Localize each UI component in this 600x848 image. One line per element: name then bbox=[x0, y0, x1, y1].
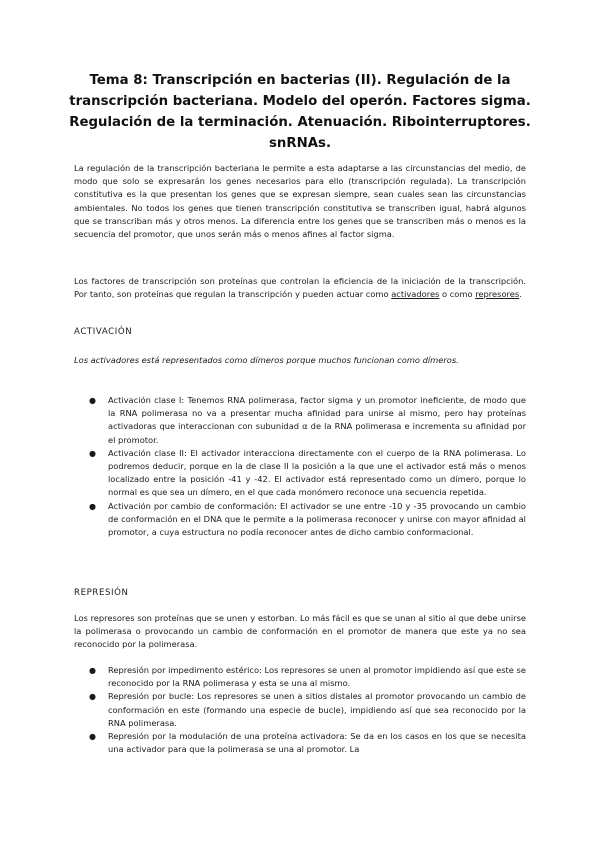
activacion-note: Los activadores está representados como dímeros porque muchos funcionan como dímeros. bbox=[74, 355, 459, 365]
list-item bbox=[74, 664, 526, 690]
bullet-icon: ● bbox=[89, 501, 96, 511]
activacion-heading: ACTIVACIÓN bbox=[74, 327, 133, 337]
represion-intro: Los represores son proteínas que se unen y estorban. Lo más fácil es que se unan al sitio al que debe unirse la polimerasa o provocando un cambio de conformación en el promotor de manera que este ya no sea reconocido por la polimerasa. bbox=[74, 613, 526, 650]
list-item bbox=[74, 500, 526, 540]
intro-text-2 bbox=[74, 275, 526, 301]
intro-paragraph-1 bbox=[74, 162, 526, 241]
list-item bbox=[74, 690, 526, 730]
bullet-icon: ● bbox=[89, 666, 96, 675]
bullet-icon: ● bbox=[89, 448, 96, 458]
activacion-bullet-2: Activación clase II: El activador interacciona directamente con el cuerpo de la RNA polimerasa. Lo podremos deducir, porque en la de clase II la posición a la que une el activador está más o menos localizado entre la posición -41 y -42. El activador está representado como un dímero, porque lo normal es que sea un dímero, en el que cada monómero reconoce una secuencia repetida. bbox=[108, 447, 526, 498]
represion-list bbox=[74, 664, 526, 756]
intro-text-2-mid: o como bbox=[439, 289, 476, 300]
list-item bbox=[74, 730, 526, 756]
intro-paragraph-2 bbox=[74, 275, 526, 301]
represion-heading: REPRESIÓN bbox=[74, 588, 129, 598]
list-item bbox=[74, 394, 526, 447]
represores-term: represores bbox=[475, 289, 520, 300]
activacion-bullet-3: Activación por cambio de conformación: El activador se une entre -10 y -35 provocando un cambio de conformación en el DNA que le permite a la polimerasa reconocer y unirse con mayor afinidad al promotor, a cuya estructura no podía reconocer antes de dicho cambio conformacional. bbox=[108, 500, 526, 538]
represion-bullet-3: Represión por la modulación de una proteína activadora: Se da en los casos en los que se necesita una activador para que la polimerasa se una al promotor. La bbox=[108, 731, 526, 755]
intro-text-2-end: . bbox=[519, 289, 522, 300]
document-title bbox=[60, 70, 540, 154]
title-line-4: snRNAs. bbox=[268, 136, 331, 151]
represion-bullet-2: Represión por bucle: Los represores se unen a sitios distales al promotor provocando un cambio de conformación en este (formando una especie de bucle), impidiendo así que sea reconocido por la RNA polimerasa. bbox=[108, 691, 526, 728]
bullet-icon: ● bbox=[89, 732, 96, 742]
title-line-3: Regulación de la terminación. Atenuación. Ribointerruptores. bbox=[69, 115, 531, 130]
activacion-list bbox=[74, 394, 526, 539]
activacion-bullet-1: Activación clase I: Tenemos RNA polimerasa, factor sigma y un promotor ineficiente, de modo que la RNA polimerasa no va a presentar mucha afinidad para unirse al mismo, pero hay proteínas activadoras que interaccionan con subunidad α de la RNA polimerasa e incrementa su afinidad por el promotor. bbox=[108, 395, 526, 445]
represion-bullet-1: Represión por impedimento estérico: Los represores se unen al promotor impidiendo así que este se reconocido por la RNA polimerasa y esta se una al mismo. bbox=[108, 665, 526, 689]
intro-text-2-a: Los factores de transcripción son proteínas que controlan la eficiencia de la iniciación de la transcripción. Por tanto, son proteínas que regulan la transcripción y pueden actuar como bbox=[74, 276, 526, 300]
title-line-1: Tema 8: Transcripción en bacterias (II). Regulación de la bbox=[89, 73, 511, 88]
list-item bbox=[74, 447, 526, 500]
activadores-term: activadores bbox=[391, 289, 440, 300]
bullet-icon: ● bbox=[89, 396, 96, 405]
intro-text-1: La regulación de la transcripción bacteriana le permite a esta adaptarse a las circunstancias del medio, de modo que solo se expresarán los genes necesarios para ello (transcripción regulada). La transcripción constitutiva es la que presentan los genes que se expresan siempre, sean cuales sean las circunstancias ambientales. No todos los genes que tienen transcripción constitutiva se transcriben igual, habrá algunos que se transcriban más y otros menos. La diferencia entre los genes que se transcriben más o menos es la secuencia del promotor, que unos serán más o menos afines al factor sigma. bbox=[74, 163, 526, 240]
title-line-2: transcripción bacteriana. Modelo del operón. Factores sigma. bbox=[69, 94, 531, 109]
bullet-icon: ● bbox=[89, 692, 96, 702]
